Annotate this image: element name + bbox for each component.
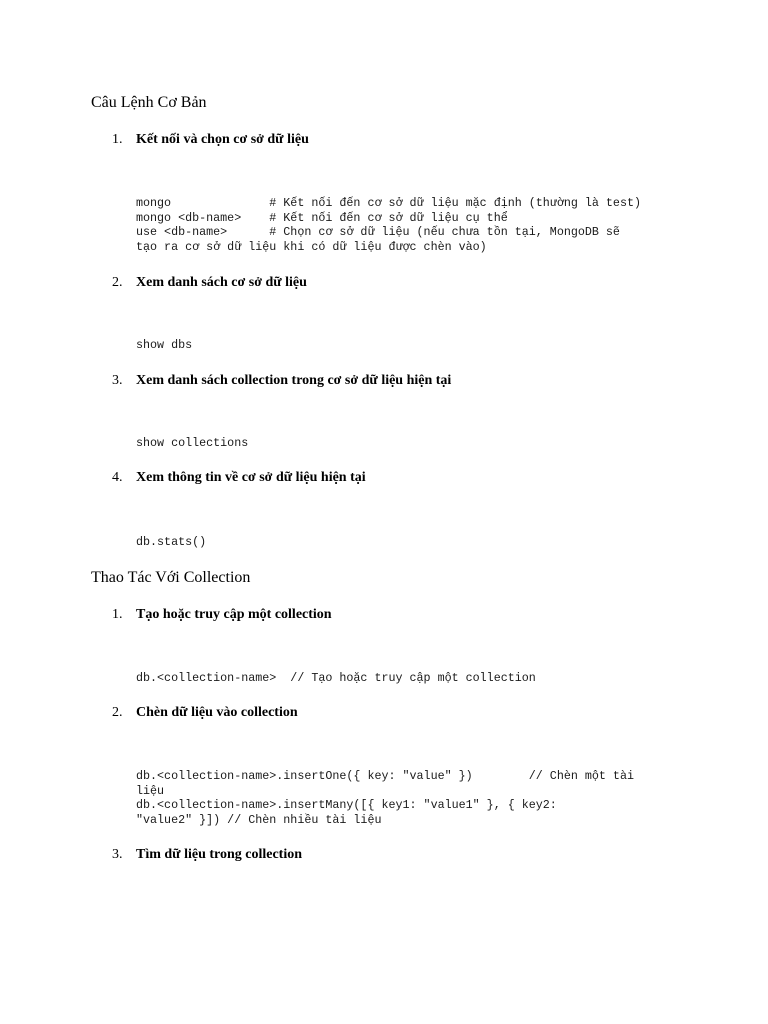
list-item-title: Tìm dữ liệu trong collection xyxy=(136,847,303,862)
code-block: db.<collection-name> // Tạo hoặc truy cập một collection xyxy=(136,671,536,685)
section-heading-basic-commands: Câu Lệnh Cơ Bản xyxy=(91,94,207,111)
list-item-title: Kết nối và chọn cơ sở dữ liệu xyxy=(136,132,309,147)
list-item-number: 1. xyxy=(112,132,123,147)
list-item-title: Xem danh sách cơ sở dữ liệu xyxy=(136,275,307,290)
list-item xyxy=(0,703,768,723)
list-item-title: Xem thông tin về cơ sở dữ liệu hiện tại xyxy=(136,470,366,485)
list-item-title: Xem danh sách collection trong cơ sở dữ liệu hiện tại xyxy=(136,373,452,388)
list-item-number: 1. xyxy=(112,607,123,622)
list-item xyxy=(0,273,768,293)
code-block: show collections xyxy=(136,436,249,450)
code-block: db.stats() xyxy=(136,535,207,549)
list-item-number: 2. xyxy=(112,705,123,720)
list-item-number: 4. xyxy=(112,470,123,485)
list-item xyxy=(0,130,768,150)
list-item xyxy=(0,468,768,488)
list-item-title: Chèn dữ liệu vào collection xyxy=(136,705,298,720)
list-item xyxy=(0,845,768,865)
list-item-title: Tạo hoặc truy cập một collection xyxy=(136,607,332,622)
list-item xyxy=(0,371,768,391)
list-item-number: 3. xyxy=(112,373,123,388)
list-item xyxy=(0,605,768,625)
code-block: mongo # Kết nối đến cơ sở dữ liệu mặc định (thường là test) mongo <db-name> # Kết nối đến cơ sở dữ liệu cụ thể use <db-name> # Chọn cơ sở dữ liệu (nếu chưa tồn tại, MongoDB sẽ tạo ra cơ sở dữ liệu khi có dữ liệu được chèn vào) xyxy=(136,196,641,254)
list-item-number: 3. xyxy=(112,847,123,862)
code-block: show dbs xyxy=(136,338,193,352)
code-block: db.<collection-name>.insertOne({ key: "value" }) // Chèn một tài liệu db.<collection-name>.insertMany([{ key1: "value1" }, { key2: "value2" }]) // Chèn nhiều tài liệu xyxy=(136,769,634,827)
list-item-number: 2. xyxy=(112,275,123,290)
section-heading-collection-operations: Thao Tác Với Collection xyxy=(91,569,251,586)
